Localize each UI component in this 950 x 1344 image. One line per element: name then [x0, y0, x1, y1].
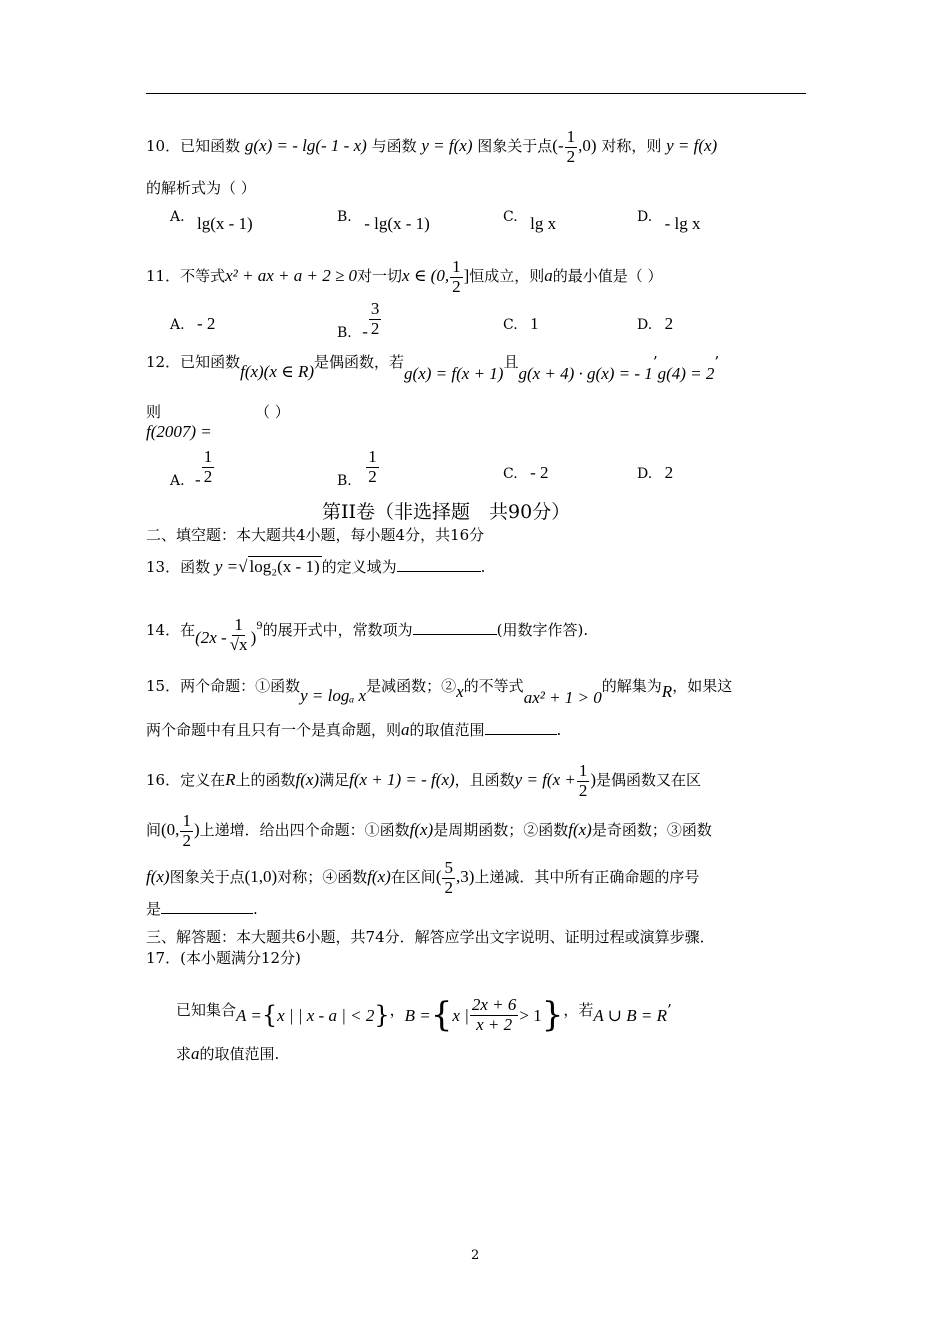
q11-interval-pre: x ∈ (0, [402, 266, 450, 286]
q13-end: . [480, 558, 486, 576]
q16-l2-text-b: 上递增．给出四个命题：①函数 [199, 821, 410, 840]
option-label: C. [503, 317, 518, 333]
q13-sqrt: log₂(x - 1) [249, 557, 320, 576]
frac-den: 2 [368, 466, 377, 486]
frac-den: x + 2 [476, 1014, 513, 1034]
q10-frac-num: 1 [566, 127, 576, 146]
right-brace-icon: } [374, 1001, 390, 1030]
q17-setB-x: x | [452, 1006, 469, 1026]
frac-den: 2 [444, 877, 453, 897]
q10-expr-g: g(x) = - lg(- 1 - x) [244, 136, 367, 156]
frac-num: 1 [203, 447, 213, 466]
q16-l3-open: ( [435, 867, 442, 887]
q16-close: ) [590, 770, 597, 790]
q16-l2-close: ) [193, 820, 200, 840]
q16-expr-y: y = f(x + [514, 770, 576, 790]
q12-expr-f: f(x)(x ∈ R) [240, 362, 315, 381]
q17-setB-pre: B = [404, 1006, 431, 1026]
q16-l2-text-d: 是奇函数；③函数 [591, 821, 712, 840]
option-label: D. [637, 209, 653, 225]
q16-text: 16．定义在 [146, 771, 226, 790]
q11-frac-num: 1 [452, 257, 461, 276]
q16-l3-text: 图象关于点 [169, 868, 245, 887]
q11-expr: x² + ax + a + 2 ≥ 0 [225, 266, 358, 286]
option-label: D. [637, 466, 653, 482]
frac-num: 5 [444, 858, 453, 877]
option-fraction [366, 448, 379, 486]
q16-fraction-3 [442, 859, 455, 897]
q17-l2-text-b: 的取值范围. [199, 1045, 280, 1063]
q10-point-post: ,0) [578, 136, 597, 156]
q14-text-b: 的展开式中，常数项为 [262, 621, 413, 640]
q10-option-c [503, 206, 557, 233]
frac-den: 2 [203, 466, 213, 486]
option-expr: 2 [664, 314, 674, 333]
section-title: 第II卷（非选择题 共90分） [322, 501, 571, 523]
q11-option-c [503, 314, 539, 334]
q16-l3-point: (1,0) [244, 867, 278, 887]
option-label: A. [170, 209, 185, 225]
option-label: B. [337, 209, 352, 225]
option-fraction [369, 300, 382, 338]
q14-text-c: (用数字作答). [496, 621, 589, 640]
q10-option-d [637, 206, 701, 233]
fill-header: 二、填空题：本大题共4小题，每小题4分，共16分 [146, 526, 485, 544]
q16-l2-text: 间 [146, 821, 162, 840]
q16-l3-text-c: 在区间 [390, 868, 436, 887]
option-expr: - 2 [530, 463, 549, 482]
q16-fraction-2 [180, 812, 193, 850]
q15-expr-a: y = logₐ x [300, 686, 367, 705]
q10-option-a [170, 206, 253, 233]
q15-expr-b: ax² + 1 > 0 [523, 688, 602, 707]
q12-line2-paren: （ ） [255, 403, 290, 421]
q15-line2 [146, 720, 561, 740]
q11-text: 11．不等式 [146, 267, 226, 286]
q12-sep: ’ [652, 353, 658, 371]
option-expr: - 2 [197, 314, 216, 333]
q13-expr-pre: y = [214, 557, 239, 576]
option-label: C. [503, 466, 518, 482]
q12-option-a [170, 447, 215, 490]
option-sign: - [195, 470, 201, 490]
option-label: A. [170, 317, 185, 333]
q11-interval-post: ] [463, 266, 470, 286]
q12-option-d [637, 463, 673, 483]
q13-text-b: 的定义域为 [321, 558, 397, 576]
q15-text-b: 是减函数；② [366, 677, 457, 695]
q10-option-b [337, 206, 430, 233]
frac-den: 2 [182, 830, 191, 850]
q16-line1 [146, 762, 701, 800]
q14-exponent: 9 [256, 621, 263, 633]
frac-num: 1 [368, 447, 377, 466]
q17-sep1: ， [389, 1001, 405, 1020]
q11-text-b: 对一切 [357, 267, 403, 286]
q11-option-b [337, 299, 382, 342]
q15-line2-text-b: 的取值范围 [409, 721, 485, 739]
q16-l3-f: f(x) [146, 867, 170, 887]
q12-option-c [503, 463, 549, 483]
q13-text: 13．函数 [146, 558, 211, 576]
q15-line1 [146, 676, 733, 707]
q12-expr-g: g(x) = f(x + 1) [404, 364, 504, 383]
q16-fraction-1 [577, 762, 590, 800]
q10-text-b: 与函数 [371, 137, 417, 156]
q14-expr-b: ) [250, 628, 257, 648]
q16-text-e: 是偶函数又在区 [596, 771, 702, 790]
answer-blank[interactable] [413, 634, 497, 635]
q11-option-d [637, 314, 673, 334]
q16-l3-f2: f(x) [367, 867, 391, 887]
option-expr: 2 [664, 463, 674, 482]
q17-sep3: ’ [666, 1001, 672, 1020]
q10-text: 10．已知函数 [146, 137, 241, 156]
q15-text-e: ，如果这 [672, 677, 733, 695]
q14-expr-a: (2x - [195, 628, 227, 648]
q11-line1 [146, 258, 663, 296]
q16-line2 [146, 812, 712, 850]
q17-setA-pre: A = [236, 1006, 262, 1026]
q11-option-a [170, 314, 215, 334]
frac-den: 2 [370, 318, 380, 338]
frac-den: 2 [578, 780, 588, 800]
q10-expr-y: y = f(x) [421, 136, 473, 156]
q16-l2-f1: f(x) [409, 820, 434, 840]
q12-text-b: 是偶函数，若 [314, 353, 405, 371]
q11-var: a [544, 266, 553, 286]
q10-line2: 的解析式为（ ） [146, 179, 256, 197]
q16-l3-text-d: 上递减．其中所有正确命题的序号 [474, 868, 700, 887]
right-brace-icon: } [541, 995, 564, 1036]
q15-text-d: 的解集为 [601, 677, 662, 695]
q12-sep2: ’ [714, 353, 720, 371]
option-expr: lg x [530, 214, 557, 233]
header-rule [146, 93, 806, 94]
q16-l4-text: 是 [146, 900, 162, 918]
q11-fraction [450, 258, 463, 296]
q12-text-c: 且 [503, 353, 519, 371]
q16-expr-eq: f(x + 1) = - f(x) [349, 770, 455, 790]
option-label: D. [637, 317, 653, 333]
option-expr: 1 [530, 314, 539, 333]
q12-line1 [146, 352, 720, 383]
q17-union: A ∪ B = R [593, 1006, 667, 1026]
q15-var-a: a [401, 720, 410, 739]
option-expr: - lg x [664, 214, 701, 233]
option-sign: - [362, 322, 368, 342]
q17-setB-post: > 1 [519, 1006, 542, 1026]
q14-frac-num: 1 [234, 615, 243, 634]
q14-line [146, 612, 589, 654]
q16-l3-close: ,3) [455, 867, 475, 887]
q16-l2-f2: f(x) [568, 820, 592, 840]
q10-point-pre: (- [552, 136, 564, 156]
q16-l3-text-b: 对称；④函数 [277, 868, 368, 887]
q10-line1 [146, 128, 717, 166]
q17-text: 已知集合 [176, 1001, 237, 1020]
frac-num: 1 [578, 761, 588, 780]
left-brace-icon: { [430, 995, 453, 1036]
q11-text-c: 恒成立，则 [469, 267, 545, 286]
q10-expr-y2: y = f(x) [666, 136, 718, 156]
option-expr: lg(x - 1) [197, 214, 253, 233]
q12-expr-gg: g(x + 4) · g(x) = - 1 [518, 364, 653, 383]
q12-line2-expr: f(2007) = [146, 422, 212, 441]
q15-line2-text: 两个命题中有且只有一个是真命题，则 [146, 721, 402, 739]
answer-blank[interactable] [485, 734, 557, 735]
q16-l4-end: . [253, 900, 258, 918]
q15-text-c: 的不等式 [463, 677, 524, 695]
q12-expr-g4: g(4) = 2 [657, 364, 715, 383]
q12-line2-text: 则 [146, 403, 162, 421]
answer-header: 三、解答题：本大题共6小题，共74分．解答应学出文字说明、证明过程或演算步骤． [146, 928, 715, 946]
answer-blank[interactable] [161, 913, 253, 914]
q13-line: 13．函数 y =√ log₂(x - 1) 的定义域为 . [146, 557, 486, 576]
q17-setA-body: x | | x - a | < 2 [277, 1006, 375, 1026]
q17-line2 [176, 1044, 279, 1064]
q10-text-c: 图象关于点 [477, 137, 553, 156]
page-number: 2 [471, 1248, 480, 1263]
option-label: B. [337, 473, 352, 490]
q14-text: 14．在 [146, 621, 196, 640]
option-expr: - lg(x - 1) [364, 214, 430, 233]
q17-l2-text: 求 [176, 1045, 192, 1063]
q11-text-d: 的最小值是（ ） [552, 267, 663, 286]
q17-header: 17．(本小题满分12分) [146, 949, 301, 967]
q17-sep2: ，若 [563, 1001, 594, 1020]
option-label: A. [170, 473, 185, 490]
q12-text: 12．已知函数 [146, 353, 241, 371]
option-label: B. [337, 325, 352, 342]
q16-text-d: ，且函数 [454, 771, 515, 790]
q12-line2 [146, 402, 212, 442]
frac-num: 1 [182, 811, 191, 830]
q14-frac-den: √x [229, 634, 248, 654]
answer-blank[interactable] [397, 571, 481, 572]
q17-var-a: a [191, 1044, 200, 1063]
q10-text-d: 对称，则 [601, 137, 662, 156]
q10-fraction [565, 128, 578, 166]
q12-option-b [337, 447, 380, 490]
q16-text-c: 满足 [319, 771, 350, 790]
q16-text-b: 上的函数 [235, 771, 296, 790]
q15-var-x: x [456, 682, 464, 701]
q11-frac-den: 2 [452, 276, 461, 296]
q10-frac-den: 2 [566, 146, 576, 166]
q14-fraction [228, 616, 250, 654]
q16-var-R: R [225, 770, 236, 790]
q15-var-R: R [661, 682, 673, 701]
q15-text: 15．两个命题：①函数 [146, 677, 301, 695]
option-label: C. [503, 209, 518, 225]
q16-line4 [146, 899, 258, 919]
q16-l2-interval: (0, [161, 820, 180, 840]
q17-line1 [176, 992, 672, 1036]
q17-fraction [470, 996, 519, 1034]
frac-num: 3 [370, 299, 380, 318]
q15-end: . [556, 721, 562, 739]
q16-l2-text-c: 是周期函数；②函数 [433, 821, 569, 840]
option-fraction [202, 448, 215, 486]
left-brace-icon: { [261, 1001, 278, 1030]
q16-expr-f: f(x) [295, 770, 320, 790]
frac-num: 2x + 6 [471, 995, 517, 1014]
q16-line3 [146, 859, 699, 897]
